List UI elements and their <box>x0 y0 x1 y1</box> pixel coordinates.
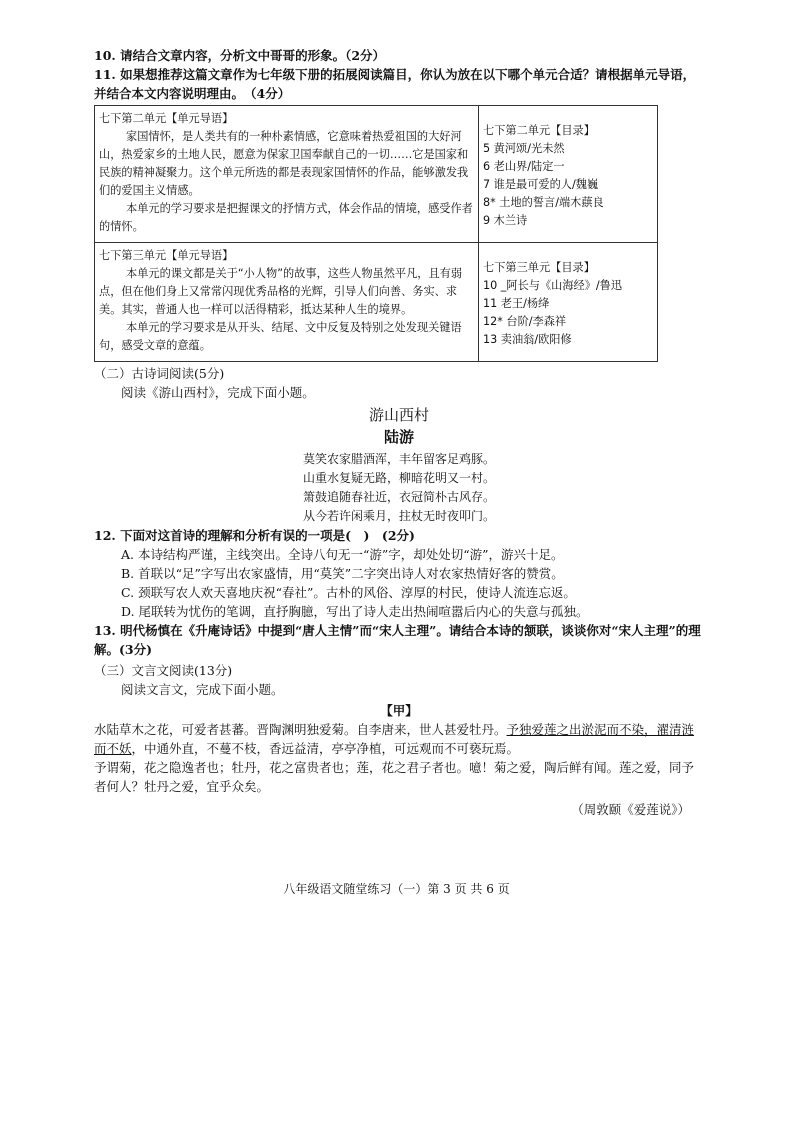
unit2-toc-title: 七下第二单元【目录】 <box>483 124 595 137</box>
option-d: D. 尾联转为忧伤的笔调，直抒胸臆，写出了诗人走出热闹喧嚣后内心的失意与孤独。 <box>121 604 589 619</box>
section-2-heading: （二）古诗词阅读(5分) <box>94 366 225 381</box>
question-12-options <box>121 545 704 621</box>
unit2-toc-item: 5 黄河颂/光未然 <box>483 142 565 155</box>
option-c: C. 颈联写农人欢天喜地庆祝“春社”。古朴的风俗、淳厚的村民，使诗人流连忘返。 <box>121 585 576 600</box>
unit3-guide-p1: 本单元的课文都是关于“小人物”的故事，这些人物虽然平凡，且有弱点，但在他们身上又常常闪现优秀品格的光辉，引导人们向善、务实、求美。其实，普通人也一样可以活得精彩，抵达某种人生的境界。 <box>99 267 463 316</box>
classical-paragraph-1 <box>94 720 704 758</box>
unit2-toc-item: 7 谁是最可爱的人/魏巍 <box>483 178 599 191</box>
section-3-heading: （三）文言文阅读(13分) <box>94 663 233 678</box>
option-b: B. 首联以“足”字写出农家盛情，用“莫笑”二字突出诗人对农家热情好客的赞赏。 <box>121 566 564 581</box>
question-10: 10. 请结合文章内容，分析文中哥哥的形象。（2分） <box>94 48 386 63</box>
classical-p1-end: ，中通外直，不蔓不枝，香远益清，亭亭净植，可远观而不可亵玩焉。 <box>131 741 520 756</box>
unit2-guide-p2: 本单元的学习要求是把握课文的抒情方式，体会作品的情境，感受作者的情怀。 <box>99 202 473 233</box>
classical-paragraph-2: 予谓菊，花之隐逸者也；牡丹，花之富贵者也；莲，花之君子者也。噫！菊之爱，陶后鲜有闻。莲之爱，同予者何人？牡丹之爱，宜乎众矣。 <box>94 760 695 794</box>
unit2-toc <box>479 106 658 243</box>
unit2-guide-p1: 家国情怀，是人类共有的一种朴素情感，它意味着热爱祖国的大好河山，热爱家乡的土地人民，愿意为保家卫国奉献自己的一切……它是国家和民族的精神凝聚力。这个单元所选的都是表现家国情怀的作品，能够激发我们的爱国主义情感。 <box>99 130 469 197</box>
unit2-row <box>95 106 658 243</box>
page-content <box>94 46 704 819</box>
classical-p1-start: 水陆草木之花，可爱者甚蕃。晋陶渊明独爱菊。自李唐来，世人甚爱牡丹。 <box>94 722 507 737</box>
unit3-toc-item: 12* 台阶/李森祥 <box>483 315 567 328</box>
unit2-guide-title: 七下第二单元【单元导语】 <box>99 112 234 125</box>
poem-line: 莫笑农家腊酒浑，丰年留客足鸡豚。 <box>302 452 495 466</box>
unit3-toc-title: 七下第三单元【目录】 <box>483 261 595 274</box>
unit2-guide <box>95 106 479 243</box>
unit3-toc <box>479 243 658 362</box>
unit3-guide-p2: 本单元的学习要求是从开头、结尾、文中反复及特别之处发现关键语句，感受文章的意蕴。 <box>99 321 462 352</box>
poem-title: 游山西村 <box>368 406 429 424</box>
unit3-row <box>95 243 658 362</box>
poem-line: 从今若许闲乘月，拄杖无时夜叩门。 <box>302 509 495 523</box>
unit2-toc-item: 8* 土地的誓言/端木蕻良 <box>483 196 604 209</box>
passage-source: （周敦颐《爱莲说》） <box>571 802 690 817</box>
question-11: 11. 如果想推荐这篇文章作为七年级下册的拓展阅读篇目，你认为放在以下哪个单元合适？请根据单元导语，并结合本文内容说明理由。 （4分） <box>94 67 696 101</box>
section-2-intro: 阅读《游山西村》，完成下面小题。 <box>121 385 315 400</box>
passage-jia-label: 【甲】 <box>380 703 418 718</box>
unit3-guide <box>95 243 479 362</box>
unit3-toc-item: 10 _阿长与《山海经》/鲁迅 <box>483 279 623 292</box>
unit2-toc-item: 9 木兰诗 <box>483 214 528 227</box>
poem-line: 箫鼓追随春社近，衣冠简朴古风存。 <box>302 490 495 504</box>
unit3-toc-item: 13 卖油翁/欧阳修 <box>483 333 572 346</box>
underlined-sentence: 予独爱莲之出淤泥而不染，濯清涟而不妖 <box>94 722 695 756</box>
option-a: A. 本诗结构严谨，主线突出。全诗八句无一“游”字，却处处切“游”，游兴十足。 <box>121 547 564 562</box>
poem-author: 陆游 <box>383 428 414 446</box>
unit-table <box>94 105 658 362</box>
page-footer: 八年级语文随堂练习（一）第 3 页 共 6 页 <box>283 882 510 896</box>
section-3-intro: 阅读文言文，完成下面小题。 <box>121 682 284 697</box>
poem-line: 山重水复疑无路，柳暗花明又一村。 <box>302 471 495 485</box>
unit3-toc-item: 11 老王/杨绛 <box>483 297 550 310</box>
unit2-toc-item: 6 老山界/陆定一 <box>483 160 565 173</box>
question-12: 12. 下面对这首诗的理解和分析有误的一项是( ) (2分) <box>94 528 415 543</box>
question-13: 13. 明代杨慎在《升庵诗话》中提到“唐人主情”而“宋人主理”。请结合本诗的颔联，谈谈你对“宋人主理”的理解。(3分) <box>94 623 701 657</box>
unit3-guide-title: 七下第三单元【单元导语】 <box>99 249 234 262</box>
